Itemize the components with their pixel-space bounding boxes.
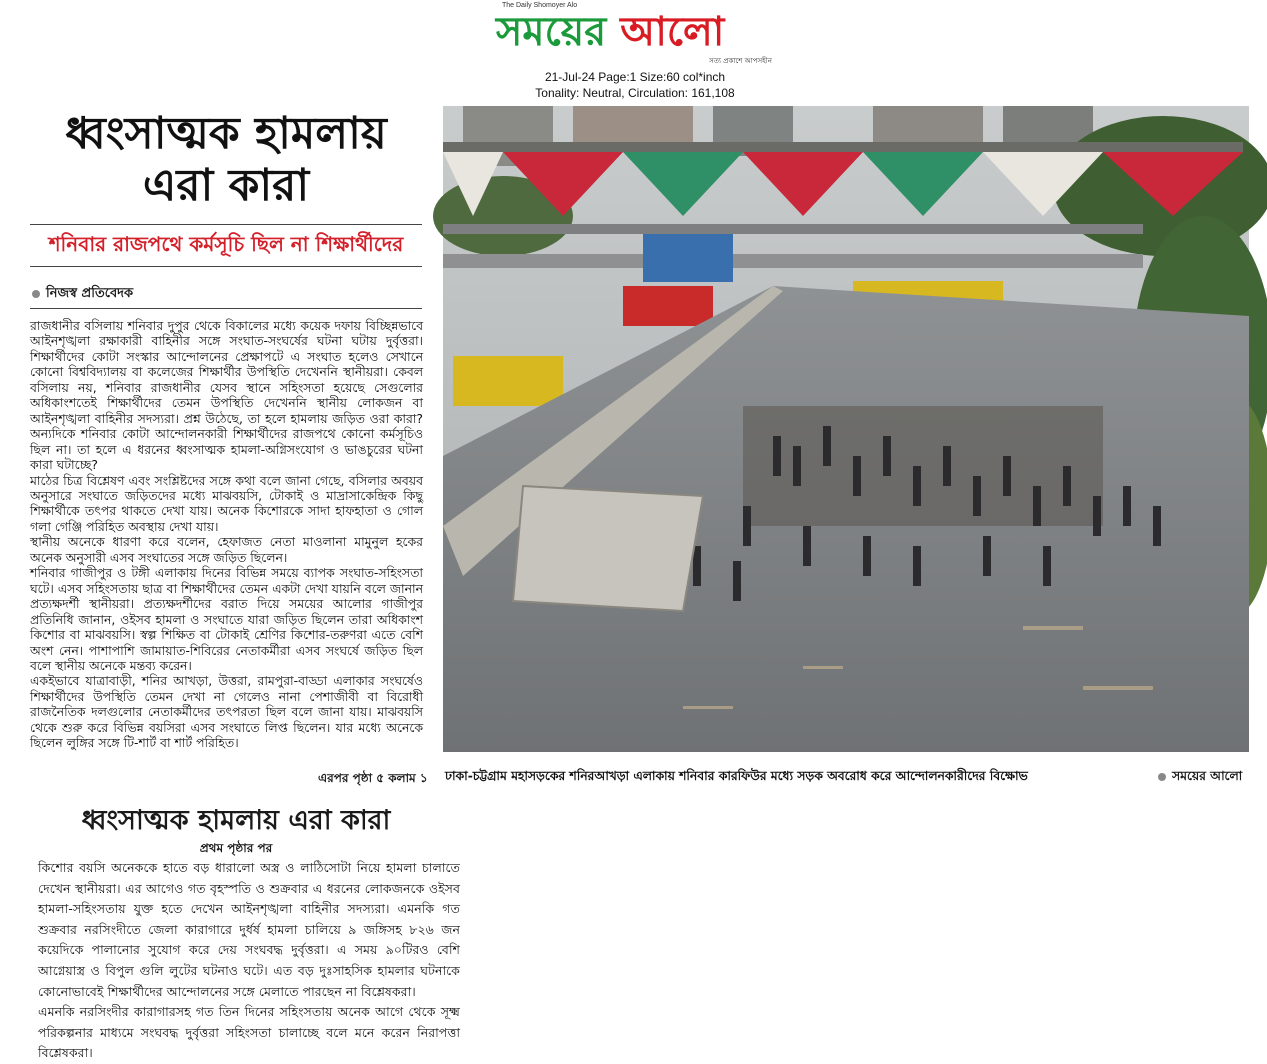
clipping-meta-line1: 21-Jul-24 Page:1 Size:60 col*inch: [544, 70, 726, 84]
masthead: [496, 2, 776, 68]
byline-divider: [30, 308, 422, 309]
news-photo: [443, 106, 1249, 752]
continuation-paragraph: কিশোর বয়সি অনেককে হাতে বড় ধারালো অস্ত্র ও লাঠিসোটা নিয়ে হামলা চালাতে দেখেন স্থানীয়রা। এর আগেও গত বৃহস্পতি ও শুক্রবার এ ধরনের লোকজনকে ওইসব হামলা-সহিংসতায় যুক্ত হতে দেখেন আইনশৃঙ্খলা বাহিনীর সদস্যরা। এমনকি গত শুক্রবার নরসিংদীতে জেলা কারাগারে দুর্ধর্ষ হামলা চালিয়ে ৯ জঙ্গিসহ ৮২৬ জন কয়েদিকে পালানোর সুযোগ করে দেয় সংঘবদ্ধ দুর্বৃত্তরা। এ সময় ৯০টিরও বেশি আগ্নেয়াস্ত্র ও বিপুল গুলি লুটের ঘটনাও ঘটে। এত বড় দুঃসাহসিক হামলার ঘটনাকে কোনোভাবেই শিক্ষার্থীদের আন্দোলনের সঙ্গে মেলাতে পারছেন না বিশ্লেষকরা।: [38, 860, 460, 999]
masthead-small-label: The Daily Shomoyer Alo: [502, 2, 578, 9]
masthead-tagline: সত্য প্রকাশে আপসহীন: [709, 57, 772, 65]
protest-scene-illustration: [443, 106, 1249, 752]
continuation-from-label: প্রথম পৃষ্ঠার পর: [199, 841, 273, 855]
masthead-title: [496, 8, 724, 56]
photo-credit-text: সময়ের আলো: [1172, 769, 1243, 783]
continuation-paragraph: এমনকি নরসিংদীর কারাগারসহ গত তিন দিনের সহিংসতায় অনেক আগে থেকে সূক্ষ্ম পরিকল্পনার মাধ্যমে সংঘবদ্ধ দুর্বৃত্তরা সহিংসতা চালাচ্ছে বলে মনে করেন নিরাপত্তা বিশ্লেষকরা।: [38, 1004, 460, 1061]
masthead-title-part2: আলো: [620, 9, 725, 55]
jump-line: এরপর পৃষ্ঠা ৫ কলাম ১: [318, 771, 428, 785]
article-body: [30, 318, 423, 751]
byline: [32, 284, 133, 305]
article-headline: [30, 108, 422, 212]
article-paragraph: একইভাবে যাত্রাবাড়ী, শনির আখড়া, উত্তরা, রামপুরা-বাড্ডা এলাকার সংঘর্ষেও শিক্ষার্থীদের উপস্থিতি তেমন দেখা না গেলেও নানা পেশাজীবী বা বিরোধী রাজনৈতিক দলগুলোর নেতাকর্মীদের তৎপরতা ছিল বলে জানা যায়। মাঝবয়সি থেকে শুরু করে বিভিন্ন বয়সিরা এসব সংঘাতে লিপ্ত ছিলেন। যার মধ্যে অনেকে ছিলেন লুঙ্গির সঙ্গে টি-শার্ট বা শার্ট পরিহিত।: [30, 673, 423, 751]
photo-credit: [1158, 768, 1242, 788]
continuation-headline: ধ্বংসাত্মক হামলায় এরা কারা: [81, 805, 391, 836]
bullet-icon: [32, 290, 40, 298]
article-paragraph: মাঠের চিত্র বিশ্লেষণ এবং সংশ্লিষ্টদের সঙ্গে কথা বলে জানা গেছে, বসিলার অবয়ব অনুসারে সংঘাতে জড়িতদের মধ্যে মাঝবয়সি, টোকাই ও মাদ্রাসাকেন্দ্রিক কিছু শিক্ষার্থীকে তৎপর থাকতে দেখা যায়। অনেক কিশোরকে সাদা হাফহাতা ও গোল গলা গেঞ্জি পরিহিত অবস্থায় দেখা যায়।: [30, 472, 423, 534]
masthead-title-part1: সময়ের: [496, 9, 607, 55]
bullet-icon: [1158, 773, 1166, 781]
headline-divider: [30, 224, 422, 225]
subhead-divider: [30, 266, 422, 267]
article-paragraph: শনিবার গাজীপুর ও টঙ্গী এলাকায় দিনের বিভিন্ন সময়ে ব্যাপক সংঘাত-সহিংসতা ঘটে। এসব সহিংসতায় ছাত্র বা শিক্ষার্থীদের তেমন একটা দেখা যায়নি বলে জানান প্রত্যক্ষদর্শী স্থানীয়রা। প্রত্যক্ষদর্শীদের বরাত দিয়ে সময়ের আলোর গাজীপুর প্রতিনিধি জানান, ওইসব হামলা ও সংঘাতে যারা জড়িত ছিলেন তারা অধিকাংশ কিশোর বা মাঝবয়সি। স্বল্প শিক্ষিত বা টোকাই শ্রেণির কিশোর-তরুণরা এতে বেশি অংশ নেন। পাশাপাশি জামায়াত-শিবিরের নেতাকর্মীরা এসব সংঘর্ষে জড়িত ছিল বলে স্থানীয় অনেকে মন্তব্য করেন।: [30, 565, 423, 673]
clipping-meta-line2: Tonality: Neutral, Circulation: 161,108: [535, 86, 735, 100]
byline-text: নিজস্ব প্রতিবেদক: [46, 286, 134, 301]
article-subhead: শনিবার রাজপথে কর্মসূচি ছিল না শিক্ষার্থীদের: [48, 232, 404, 256]
article-paragraph: রাজধানীর বসিলায় শনিবার দুপুর থেকে বিকালের মধ্যে কয়েক দফায় বিচ্ছিন্নভাবে আইনশৃঙ্খলা রক্ষাকারী বাহিনীর সঙ্গে সংঘাত-সংঘর্ষের ঘটনা ঘটায় দুর্বৃত্তরা। শিক্ষার্থীদের কোটা সংস্কার আন্দোলনের প্রেক্ষাপটে এ সংঘাত হলেও সেখানে কোনো বিশ্ববিদ্যালয় বা কলেজের শিক্ষার্থীর উপস্থিতি দেখেননি স্থানীয়রা। কেবল বসিলায় নয়, শনিবার রাজধানীর যেসব স্থানে সহিংসতা হয়েছে সেগুলোর অধিকাংশতেই শিক্ষার্থীদের তেমন উপস্থিতি দেখেননি স্থানীয় লোকজন বা আইনশৃঙ্খলা বাহিনীর সদস্যরা। প্রশ্ন উঠেছে, তা হলে হামলায় জড়িত ওরা কারা? অন্যদিকে শনিবার কোটা আন্দোলনকারী শিক্ষার্থীদের রাজপথে কোনো কর্মসূচিও ছিল না। তা হলে এ ধরনের ধ্বংসাত্মক হামলা-অগ্নিসংযোগ ও ভাঙচুরের ঘটনা কারা ঘটাচ্ছে?: [30, 318, 423, 473]
headline-line2: এরা কারা: [142, 160, 310, 211]
continuation-body: [38, 858, 460, 1064]
headline-line1: ধ্বংসাত্মক হামলায়: [65, 108, 387, 159]
photo-caption: ঢাকা-চট্টগ্রাম মহাসড়কের শনিরআখড়া এলাকায় শনিবার কারফিউর মধ্যে সড়ক অবরোধ করে আন্দোলনকারীদের বিক্ষোভ: [445, 769, 1028, 783]
article-paragraph: স্থানীয় অনেকে ধারণা করে বলেন, হেফাজত নেতা মাওলানা মামুনুল হকের অনেক অনুসারী এসব সংঘাতের সঙ্গে জড়িত ছিলেন।: [30, 534, 423, 565]
